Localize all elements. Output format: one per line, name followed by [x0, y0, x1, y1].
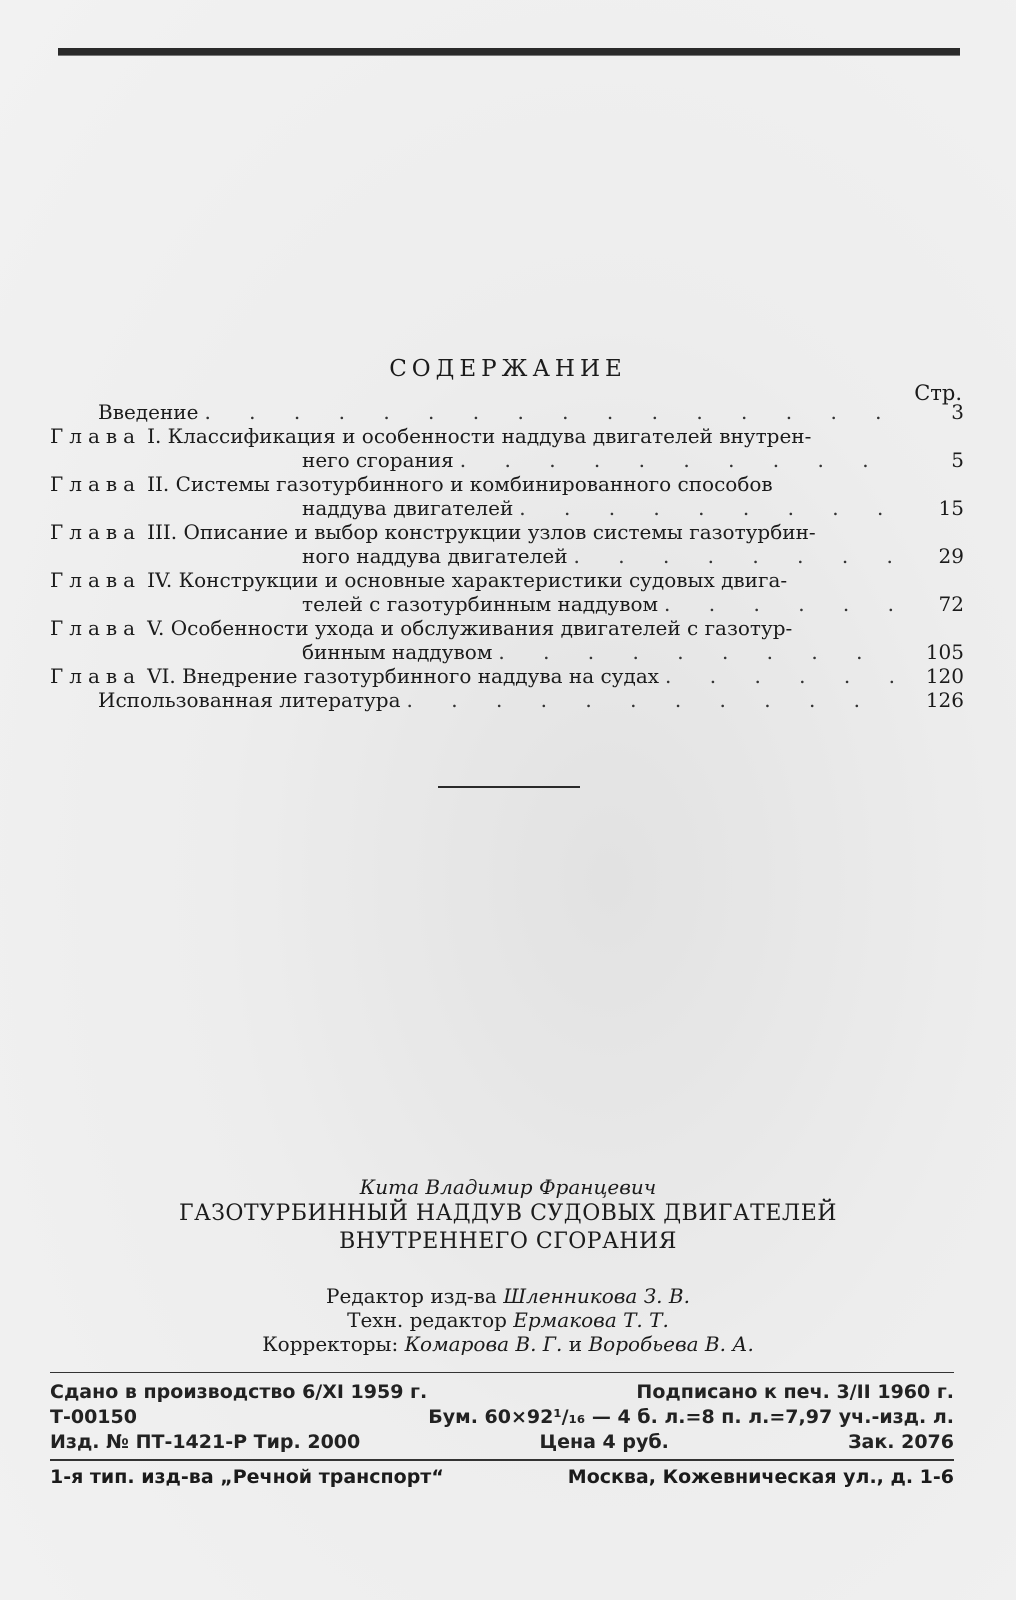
book-title-line-1: ГАЗОТУРБИННЫЙ НАДДУВ СУДОВЫХ ДВИГАТЕЛЕЙ	[179, 1201, 837, 1226]
toc-entry-label-cont: наддува двигателей	[302, 496, 514, 520]
corrector-name: Комарова В. Г.	[404, 1332, 563, 1356]
book-title-line-2: ВНУТРЕННЕГО СГОРАНИЯ	[339, 1229, 677, 1254]
chapter-lead: Глава	[50, 616, 142, 640]
toc-entry-page: 126	[925, 688, 964, 712]
printer-line	[50, 1466, 954, 1488]
chapter-lead: Глава	[50, 472, 142, 496]
corrector-name: Воробьева В. А.	[588, 1332, 754, 1356]
printer-name: 1-я тип. изд-ва „Речной транспорт“	[50, 1466, 444, 1488]
toc-entry-label: VI. Внедрение газотурбинного наддува на судах	[147, 664, 660, 688]
chapter-lead: Глава	[50, 520, 142, 544]
toc-entry-page: 72	[938, 592, 964, 616]
editor-line: Редактор изд-ва Шленникова З. В.	[326, 1284, 690, 1308]
toc-entry-chapter-3	[50, 520, 964, 544]
correctors-line: Корректоры: Комарова В. Г. и Воробьева В. А.	[262, 1332, 754, 1356]
top-rule	[58, 48, 960, 56]
toc-title: СОДЕРЖАНИЕ	[389, 356, 627, 382]
tech-editor-line: Техн. редактор Ермакова Т. Т.	[347, 1308, 669, 1332]
toc-entry-references	[50, 688, 964, 712]
toc-entry-label-cont: бинным наддувом	[302, 640, 493, 664]
toc-entry-page: 3	[951, 400, 964, 424]
toc-entry-chapter-1	[50, 424, 964, 448]
toc-entry-label: I. Классификация и особенности наддува двигателей внутрен-	[147, 424, 812, 448]
toc-entry-chapter-2	[50, 472, 964, 496]
imprint-order: Зак. 2076	[848, 1431, 954, 1453]
toc-entry-page: 120	[925, 664, 964, 688]
toc-entry-page: 5	[951, 448, 964, 472]
toc-entry-label: Использованная литература	[98, 688, 401, 712]
toc-entry-label: Введение	[98, 400, 199, 424]
editors-block	[0, 1284, 1016, 1356]
toc-page-header: Стр.	[914, 381, 962, 405]
imprint-production-date: Сдано в производство 6/XI 1959 г.	[50, 1381, 428, 1403]
editor-name: Шленникова З. В.	[503, 1284, 690, 1308]
toc-entry-page: 29	[938, 544, 964, 568]
toc-entry-label: II. Системы газотурбинного и комбинированного способов	[147, 472, 773, 496]
toc-entry-label-cont: ного наддува двигателей	[302, 544, 568, 568]
toc-entry-label: V. Особенности ухода и обслуживания двигателей с газотур-	[147, 616, 793, 640]
toc-entry-chapter-5	[50, 616, 964, 640]
toc-entry-label: IV. Конструкции и основные характеристики судовых двига-	[147, 568, 788, 592]
imprint-signed-date: Подписано к печ. 3/II 1960 г.	[636, 1381, 954, 1403]
printer-address: Москва, Кожевническая ул., д. 1-6	[567, 1466, 954, 1488]
toc-entry-chapter-4	[50, 568, 964, 592]
imprint-rule-bottom	[50, 1459, 954, 1461]
toc-entry-page: 105	[925, 640, 964, 664]
imprint-block	[50, 1380, 954, 1455]
book-title	[0, 1200, 1016, 1256]
toc-entry-label-cont: него сгорания	[302, 448, 454, 472]
imprint-code: Т-00150	[50, 1406, 137, 1428]
tech-editor-name: Ермакова Т. Т.	[513, 1308, 669, 1332]
imprint-rule-top	[50, 1372, 954, 1373]
toc-entry-intro	[50, 400, 964, 424]
toc-entry-label: III. Описание и выбор конструкции узлов системы газотурбин-	[147, 520, 816, 544]
imprint-edition: Изд. № ПТ-1421-Р Тир. 2000	[50, 1431, 361, 1453]
imprint-paper: Бум. 60×92¹/₁₆ — 4 б. л.=8 п. л.=7,97 уч.-изд. л.	[428, 1406, 954, 1428]
toc-entry-label-cont: телей с газотурбинным наддувом	[302, 592, 659, 616]
chapter-lead: Глава	[50, 568, 142, 592]
toc-entry-chapter-6	[50, 664, 964, 688]
chapter-lead: Глава	[50, 424, 142, 448]
table-of-contents	[50, 400, 964, 712]
section-divider	[438, 786, 580, 788]
toc-entry-page: 15	[938, 496, 964, 520]
chapter-lead: Глава	[50, 664, 142, 688]
imprint-price: Цена 4 руб.	[539, 1431, 669, 1453]
author-name: Кита Владимир Францевич	[359, 1175, 657, 1199]
